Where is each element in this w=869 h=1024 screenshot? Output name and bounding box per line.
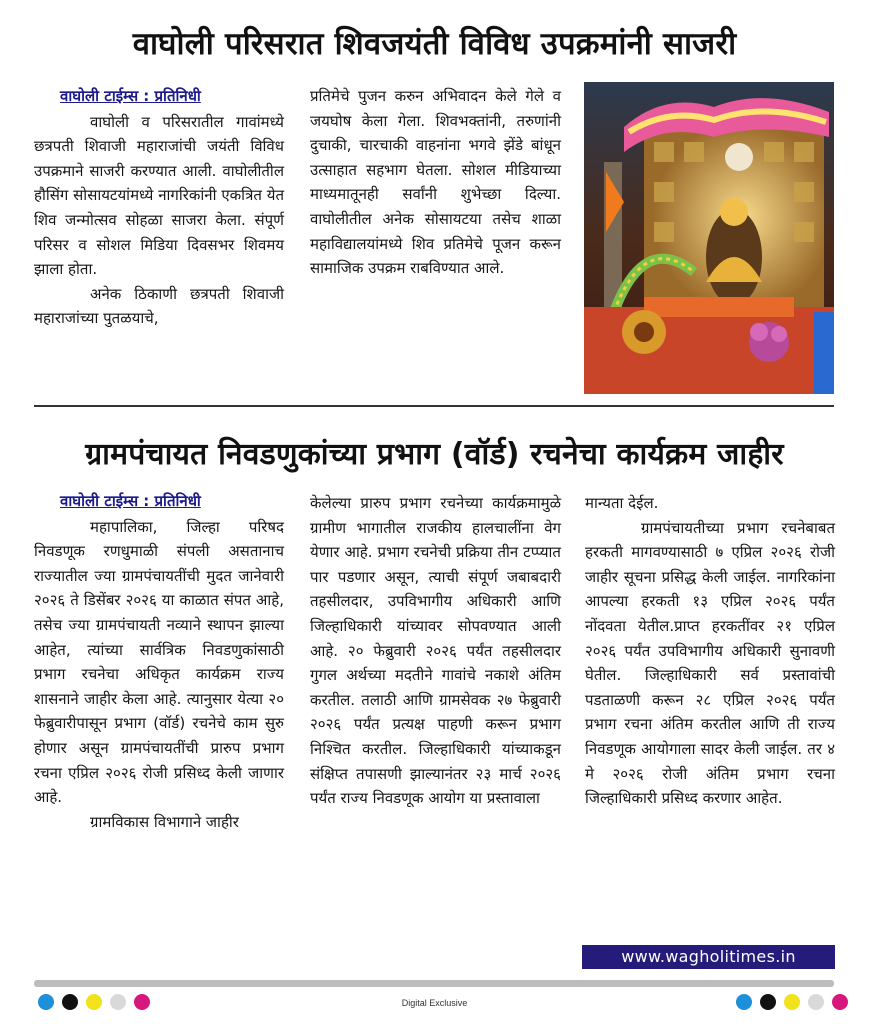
website-link[interactable]: www.wagholitimes.in <box>582 945 835 969</box>
article2-col1-paragraph-2: ग्रामविकास विभागाने जाहीर <box>90 812 239 831</box>
footer-label: Digital Exclusive <box>401 998 468 1008</box>
article1-col1-paragraph-2: अनेक ठिकाणी छत्रपती शिवाजी महाराजांच्या पुतळयाचे, <box>34 284 284 328</box>
article1-col2-paragraph-1: प्रतिमेचे पुजन करुन अभिवादन केले गेले व जयघोष केला गेला. शिवभक्तांनी, तरुणांनी दुचाकी, चारचाकी वाहनांना भगवे झेंडे बांधून उत्साहात सहभाग घेतला. सोशल मीडियाच्या माध्यमातूनही सर्वांनी शुभेच्छा दिल्या. वाघोलीतील अनेक सोसायटया तसेच शाळा महाविद्यालयांमध्ये शिव प्रतिमेचे पूजन करून सामाजिक उपक्रम राबविण्यात आले. <box>310 87 561 278</box>
bottom-bar <box>34 980 834 987</box>
magenta-dot <box>832 994 848 1010</box>
section-divider <box>34 405 834 407</box>
article2-column-2 <box>310 491 561 811</box>
article2-col3-paragraph-1: मान्यता देईल. <box>585 494 659 512</box>
article1-column-2 <box>310 84 561 281</box>
grey-dot <box>808 994 824 1010</box>
article1-column-1 <box>34 84 284 331</box>
article1-byline: वाघोली टाईम्स : प्रतिनिधी <box>60 87 201 105</box>
article2-col1-paragraph-1: महापालिका, जिल्हा परिषद निवडणूक रणधुमाळी संपली असतानाच राज्यातील ज्या ग्रामपंचायतींची मुदत जानेवारी २०२६ ते डिसेंबर २०२६ या काळात संपत आहे, तसेच ज्या ग्रामपंचायती नव्याने स्थापन झाल्या आहेत, त्यांच्या सार्वत्रिक निवडणुकांसाठी प्रभाग रचनेचा अधिकृत कार्यक्रम राज्य शासनाने जाहीर केला आहे. त्यानुसार येत्या २० फेब्रुवारीपासून प्रभाग (वॉर्ड) रचनेचे काम सुरु होणार असून ग्रामपंचायतींची प्रारुप प्रभाग रचना एप्रिल २०२६ रोजी प्रसिध्द केली जाणार आहे. <box>34 517 284 807</box>
article1-col1-paragraph-1: वाघोली व परिसरातील गावांमध्ये छत्रपती शिवाजी महाराजांची जयंती विविध उपक्रमाने साजरी करण्यात आली. वाघोलीतील हौसिंग सोसायटयांमध्ये नागरिकांनी एकत्रित येत शिव जन्मोत्सव सोहळा साजरा केला. संपूर्ण परिसर व सोशल मिडिया दिवसभर शिवमय झाला होता. <box>34 112 284 279</box>
article2-column-1 <box>34 489 284 834</box>
article2-byline: वाघोली टाईम्स : प्रतिनिधी <box>60 492 201 510</box>
article1-headline: वाघोली परिसरात शिवजयंती विविध उपक्रमांनी साजरी <box>132 26 737 62</box>
black-dot <box>760 994 776 1010</box>
cyan-dot <box>736 994 752 1010</box>
shrine-illustration <box>584 82 834 394</box>
article2-column-3 <box>585 491 835 811</box>
article2-headline: ग्रामपंचायत निवडणुकांच्या प्रभाग (वॉर्ड) रचनेचा कार्यक्रम जाहीर <box>85 437 784 472</box>
print-registration-dots-right <box>736 994 848 1010</box>
article2-col3-paragraph-2: ग्रामपंचायतीच्या प्रभाग रचनेबाबत हरकती मागवण्यासाठी ७ एप्रिल २०२६ रोजी जाहीर सूचना प्रसिद्ध केली जाईल. नागरिकांना आपल्या हरकती १३ एप्रिल २०२६ पर्यंत नोंदवता येतील.प्राप्त हरकतींवर २१ एप्रिल २०२६ पर्यंत उपविभागीय अधिकारी सुनावणी घेतील. जिल्हाधिकारी सर्व प्रस्तावांची पडताळणी करून २८ एप्रिल २०२६ पर्यंत प्रभाग रचना अंतिम करतील आणि ती राज्य निवडणूक आयोगाला सादर केली जाईल. तर ४ मे २०२६ रोजी अंतिम प्रभाग रचना जिल्हाधिकारी प्रसिध्द करणार आहेत. <box>585 518 835 808</box>
article2-col2-paragraph-1: केलेल्या प्रारुप प्रभाग रचनेच्या कार्यक्रमामुळे ग्रामीण भागातील राजकीय हालचालींना वेग येणार आहे. प्रभाग रचनेची प्रक्रिया तीन टप्प्यात पार पडणार असून, त्याची संपूर्ण जबाबदारी तहसीलदार, उपविभागीय अधिकारी आणि जिल्हाधिकारी यांच्यावर सोपवण्यात आली आहे. २० फेब्रुवारी २०२६ पर्यंत तहसीलदार गुगल अर्थच्या मदतीने गावांचे नकाशे अंतिम करतील. तलाठी आणि ग्रामसेवक २७ फेब्रुवारी २०२६ पर्यंत प्रत्यक्ष पाहणी करून प्रभाग निश्चित करतील. जिल्हाधिकारी यांच्याकडून संक्षिप्त तपासणी झाल्यानंतर २३ मार्च २०२६ पर्यंत राज्य निवडणूक आयोग या प्रस्तावाला <box>310 494 561 808</box>
shivaji-shrine-photo <box>584 82 834 394</box>
yellow-dot <box>784 994 800 1010</box>
